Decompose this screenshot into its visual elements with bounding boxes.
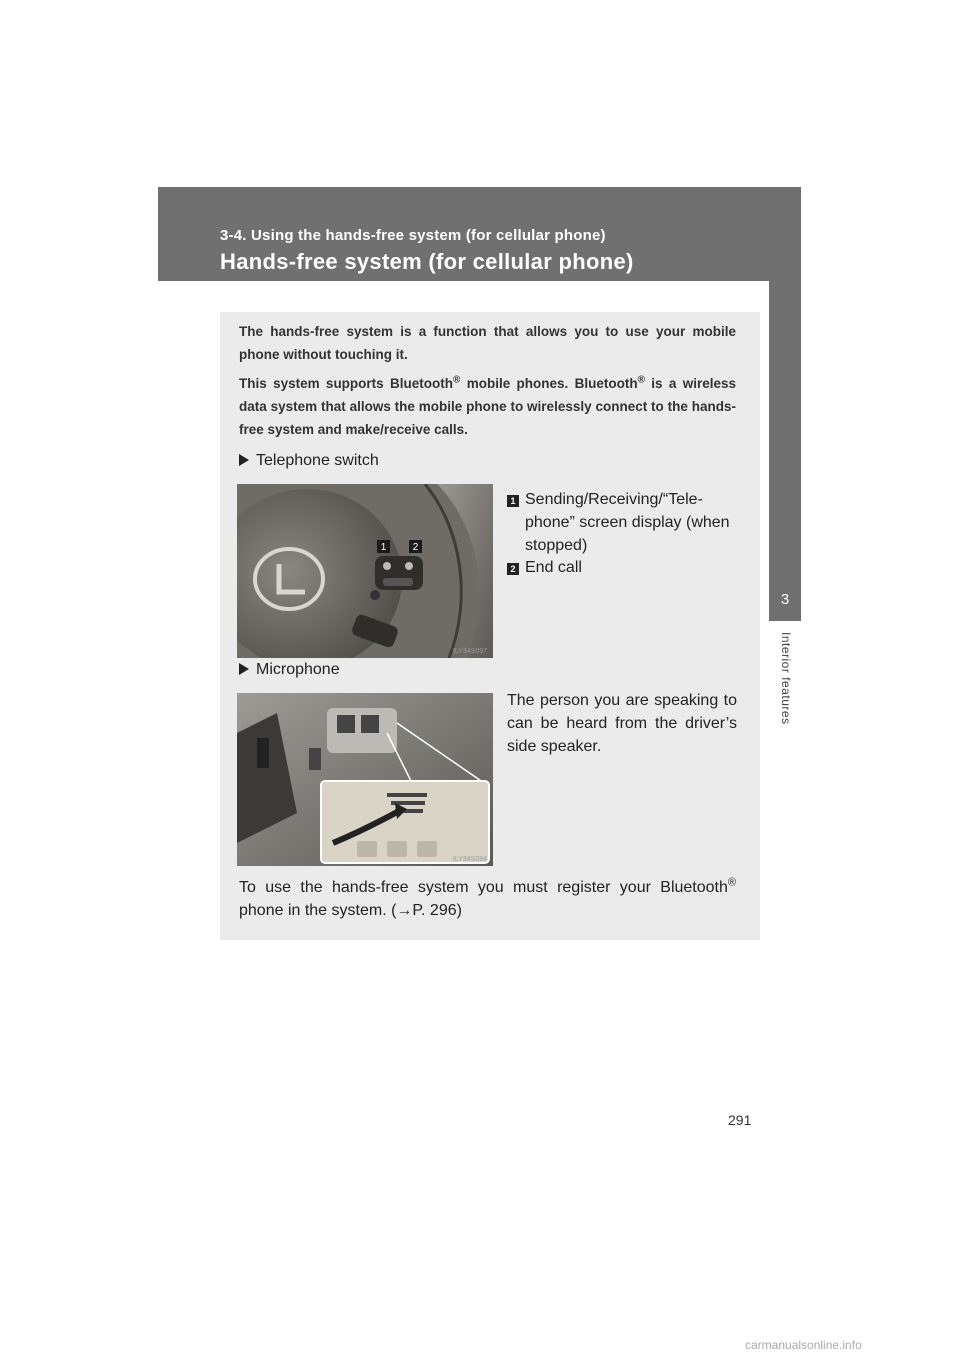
- svg-text:1: 1: [380, 542, 387, 553]
- callout-text-1: Sending/Receiving/“Tele-phone” screen display (when stopped): [525, 491, 730, 554]
- microphone-heading: Microphone: [239, 661, 340, 679]
- overhead-console-illustration: [237, 693, 493, 866]
- callout-number-1: 1: [507, 495, 519, 507]
- image-code: ILY34S094: [452, 856, 487, 863]
- image-code: ILY34S097: [452, 648, 487, 655]
- callout-text-2: End call: [525, 559, 582, 576]
- registration-note: To use the hands-free system you must register your Bluetooth® phone in the system. (→P. 296): [239, 876, 736, 919]
- telephone-switch-heading: Telephone switch: [239, 452, 379, 470]
- watermark: carmanualsonline.info: [745, 1338, 862, 1352]
- steering-wheel-illustration: [237, 484, 493, 658]
- chapter-label: Interior features: [779, 632, 793, 725]
- intro-paragraph-1: The hands-free system is a function that allows you to use your mobile phone without touching it.: [239, 324, 736, 362]
- page-title: Hands-free system (for cellular phone): [220, 249, 634, 274]
- steering-wheel-image: [237, 484, 493, 658]
- callout-number-2: 2: [507, 563, 519, 575]
- svg-text:2: 2: [412, 542, 419, 553]
- intro-paragraph-2: This system supports Bluetooth® mobile phones. Bluetooth® is a wireless data system that allows the mobile phone to wirelessly connect to the hands-free system and make/receive calls.: [239, 374, 736, 437]
- chapter-tab: [769, 281, 801, 621]
- page-header: [158, 187, 801, 281]
- triangle-bullet-icon: [239, 663, 249, 675]
- section-label: 3-4. Using the hands-free system (for cellular phone): [220, 227, 606, 244]
- chapter-number: 3: [780, 591, 790, 608]
- triangle-bullet-icon: [239, 454, 249, 466]
- arrow-icon: →: [396, 902, 413, 919]
- page-number: 291: [728, 1112, 752, 1128]
- page-reference-link[interactable]: P. 296): [412, 902, 462, 919]
- microphone-description: The person you are speaking to can be heard from the driver’s side speaker.: [507, 692, 737, 755]
- microphone-image: [237, 693, 493, 866]
